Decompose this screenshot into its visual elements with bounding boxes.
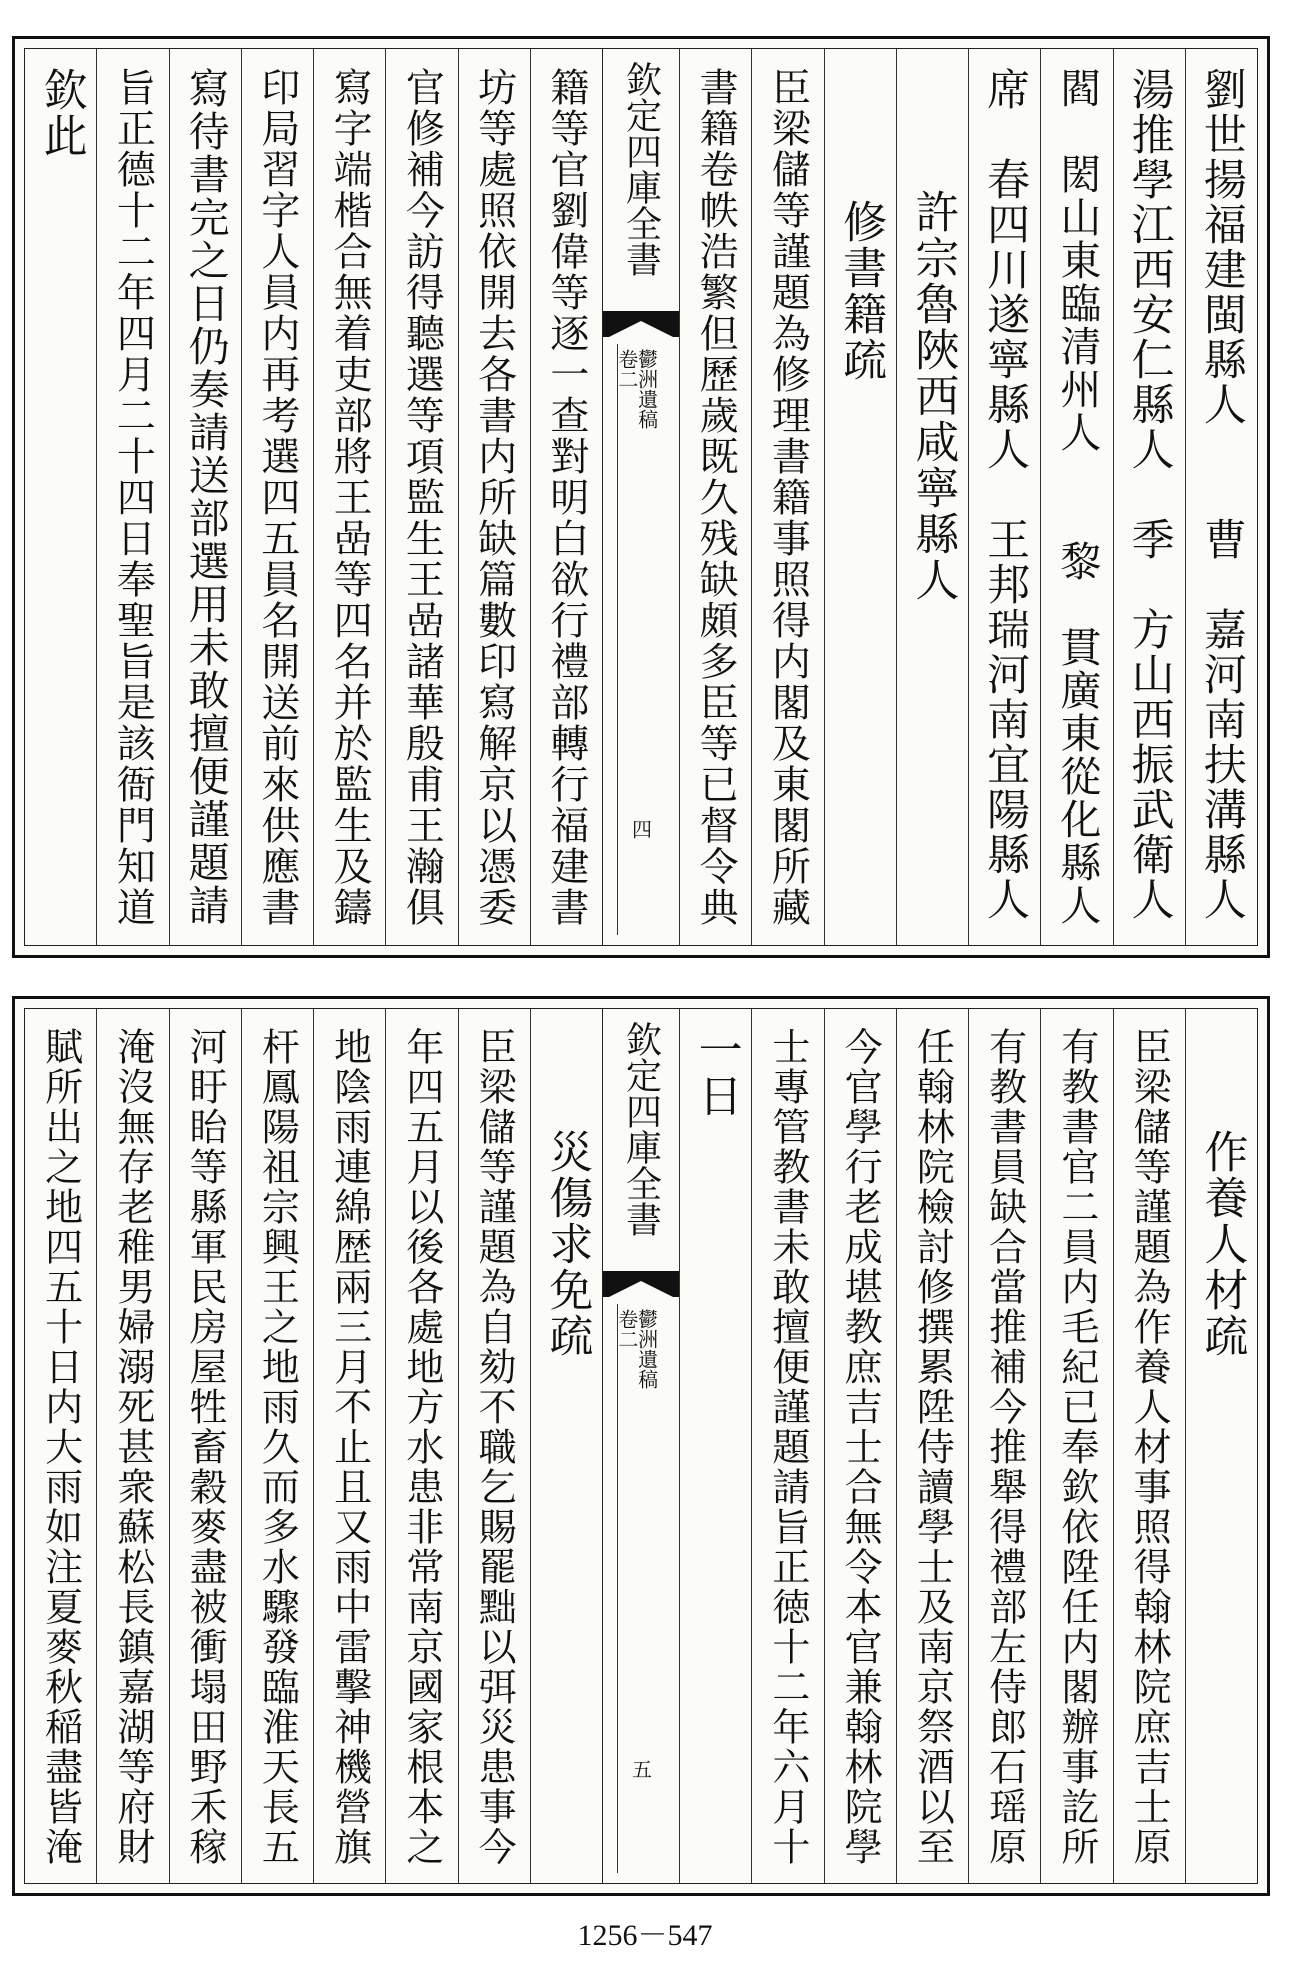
- collection-title: 欽定四庫全書: [620, 1021, 662, 1237]
- fish-tail-icon: [603, 311, 679, 337]
- section-heading-column: [1185, 1009, 1257, 1883]
- column-text: 席 春四川遂寧縣人 王邦瑞河南宜陽縣人: [980, 67, 1031, 922]
- text-column: [896, 1009, 968, 1883]
- column-text: 坊等處照依開去各書内所缺篇數印寫解京以憑委: [471, 67, 517, 928]
- text-column: [679, 49, 751, 945]
- text-column: [968, 49, 1040, 945]
- text-column: [1113, 1009, 1185, 1883]
- column-text: 劉世揚福建閩縣人 曹 嘉河南扶溝縣人: [1196, 67, 1247, 922]
- text-column: [96, 49, 168, 945]
- section-heading-column: [530, 1009, 602, 1883]
- section-heading: 災傷求免疏: [541, 1129, 593, 1359]
- text-column: [25, 1009, 96, 1883]
- bottom-page-frame: [24, 1008, 1258, 1884]
- column-text: 臣梁儲等謹題為作養人材事照得翰林院庶吉士原: [1127, 1027, 1172, 1867]
- text-column: [751, 49, 823, 945]
- column-text: 寫字端楷合無着吏部將王嵒等四名并於監生及鑄: [327, 67, 373, 928]
- text-column: [1113, 49, 1185, 945]
- text-column: [896, 49, 968, 945]
- fish-tail-icon: [603, 1271, 679, 1297]
- column-text: 士專管教書未敢擅便謹題請旨正徳十二年六月十: [765, 1027, 810, 1867]
- text-column: [1185, 49, 1257, 945]
- text-column: [169, 49, 241, 945]
- column-text: 許宗魯陜西咸寧縣人: [907, 189, 959, 603]
- top-page-frame: [24, 48, 1258, 946]
- text-column: [313, 1009, 385, 1883]
- fold-line: [617, 344, 618, 935]
- text-column: [25, 49, 96, 945]
- column-text: 官修補今訪得聽選等項監生王嵒諸華殷甫王瀚俱: [399, 67, 445, 928]
- page-number: 四: [628, 819, 653, 839]
- column-text: 有教書官二員内毛紀已奉欽依陞任内閣辦事訖所: [1054, 1027, 1099, 1867]
- text-column: [1040, 49, 1112, 945]
- text-column: [1040, 1009, 1112, 1883]
- column-text: 印局習字人員内再考選四五員名開送前來供應書: [254, 67, 300, 928]
- center-fold-column: [602, 49, 679, 945]
- column-text: 任翰林院檢討修撰累陞侍讀學士及南京祭酒以至: [910, 1027, 955, 1867]
- section-heading-column: [824, 49, 896, 945]
- text-column: [313, 49, 385, 945]
- text-column: [751, 1009, 823, 1883]
- column-text: 臣梁儲等謹題為自劾不職乞賜罷黜以弭災患事今: [472, 1027, 517, 1867]
- column-text: 年四五月以後各處地方水患非常南京國家根本之: [399, 1027, 444, 1867]
- column-text: 臣梁儲等謹題為修理書籍事照得内閣及東閣所藏: [765, 67, 811, 928]
- text-column: [530, 49, 602, 945]
- page-footer-number: 1256－547: [577, 1919, 713, 1952]
- text-column: [385, 1009, 457, 1883]
- text-column: [96, 1009, 168, 1883]
- text-column: [458, 49, 530, 945]
- column-text: 湯推學江西安仁縣人 季 方山西振武衛人: [1124, 67, 1175, 922]
- fold-line: [617, 1304, 618, 1873]
- text-column: [241, 1009, 313, 1883]
- column-text: 旨正德十二年四月二十四日奉聖旨是該衙門知道: [110, 67, 156, 928]
- column-text: 欽此: [35, 67, 87, 159]
- column-text: 書籍卷帙浩繁但歷歲既久残缺頗多臣等已督令典: [693, 67, 739, 928]
- collection-title: 欽定四庫全書: [620, 61, 662, 277]
- column-text: 地陰雨連綿歴兩三月不止且又雨中雷擊神機營旗: [327, 1027, 372, 1867]
- text-column: [458, 1009, 530, 1883]
- section-heading: 作養人材疏: [1196, 1129, 1248, 1359]
- text-column: [241, 49, 313, 945]
- column-text: 籍等官劉偉等逐一查對明白欲行禮部轉行福建書: [543, 67, 589, 928]
- column-text: 一日: [690, 1027, 742, 1119]
- center-fold-column: [602, 1009, 679, 1883]
- text-column: [679, 1009, 751, 1883]
- section-heading: 修書籍疏: [835, 199, 887, 383]
- column-text: 河盱眙等縣軍民房屋牲畜穀麥盡被衝塌田野禾稼: [183, 1027, 228, 1867]
- column-text: 杆鳳陽祖宗興王之地雨久而多水驟發臨淮天長五: [255, 1027, 300, 1867]
- volume-label: 卷二: [614, 1309, 639, 1349]
- text-column: [385, 49, 457, 945]
- column-text: 淹沒無存老稚男婦溺死甚衆蘇松長鎮嘉湖等府財: [110, 1027, 155, 1867]
- book-title: 鬱洲遺稿: [634, 349, 659, 429]
- text-column: [824, 1009, 896, 1883]
- book-title: 鬱洲遺稿: [634, 1309, 659, 1389]
- bottom-page: [12, 996, 1270, 1896]
- column-text: 有教書員缺合當推補今推舉得禮部左侍郎石瑶原: [982, 1027, 1027, 1867]
- column-text: 寫待書完之日仍奏請送部選用未敢擅便謹題請: [181, 67, 230, 927]
- top-page: [12, 36, 1270, 958]
- page-number: 五: [628, 1759, 653, 1779]
- column-text: 閻 閎山東臨清州人 黎 貫廣東從化縣人: [1053, 67, 1102, 927]
- column-text: 賦所出之地四五十日内大雨如注夏麥秋稲盡皆淹: [38, 1027, 83, 1867]
- column-text: 今官學行老成堪教庶吉士合無令本官兼翰林院學: [838, 1027, 883, 1867]
- text-column: [169, 1009, 241, 1883]
- volume-label: 卷二: [614, 349, 639, 389]
- text-column: [968, 1009, 1040, 1883]
